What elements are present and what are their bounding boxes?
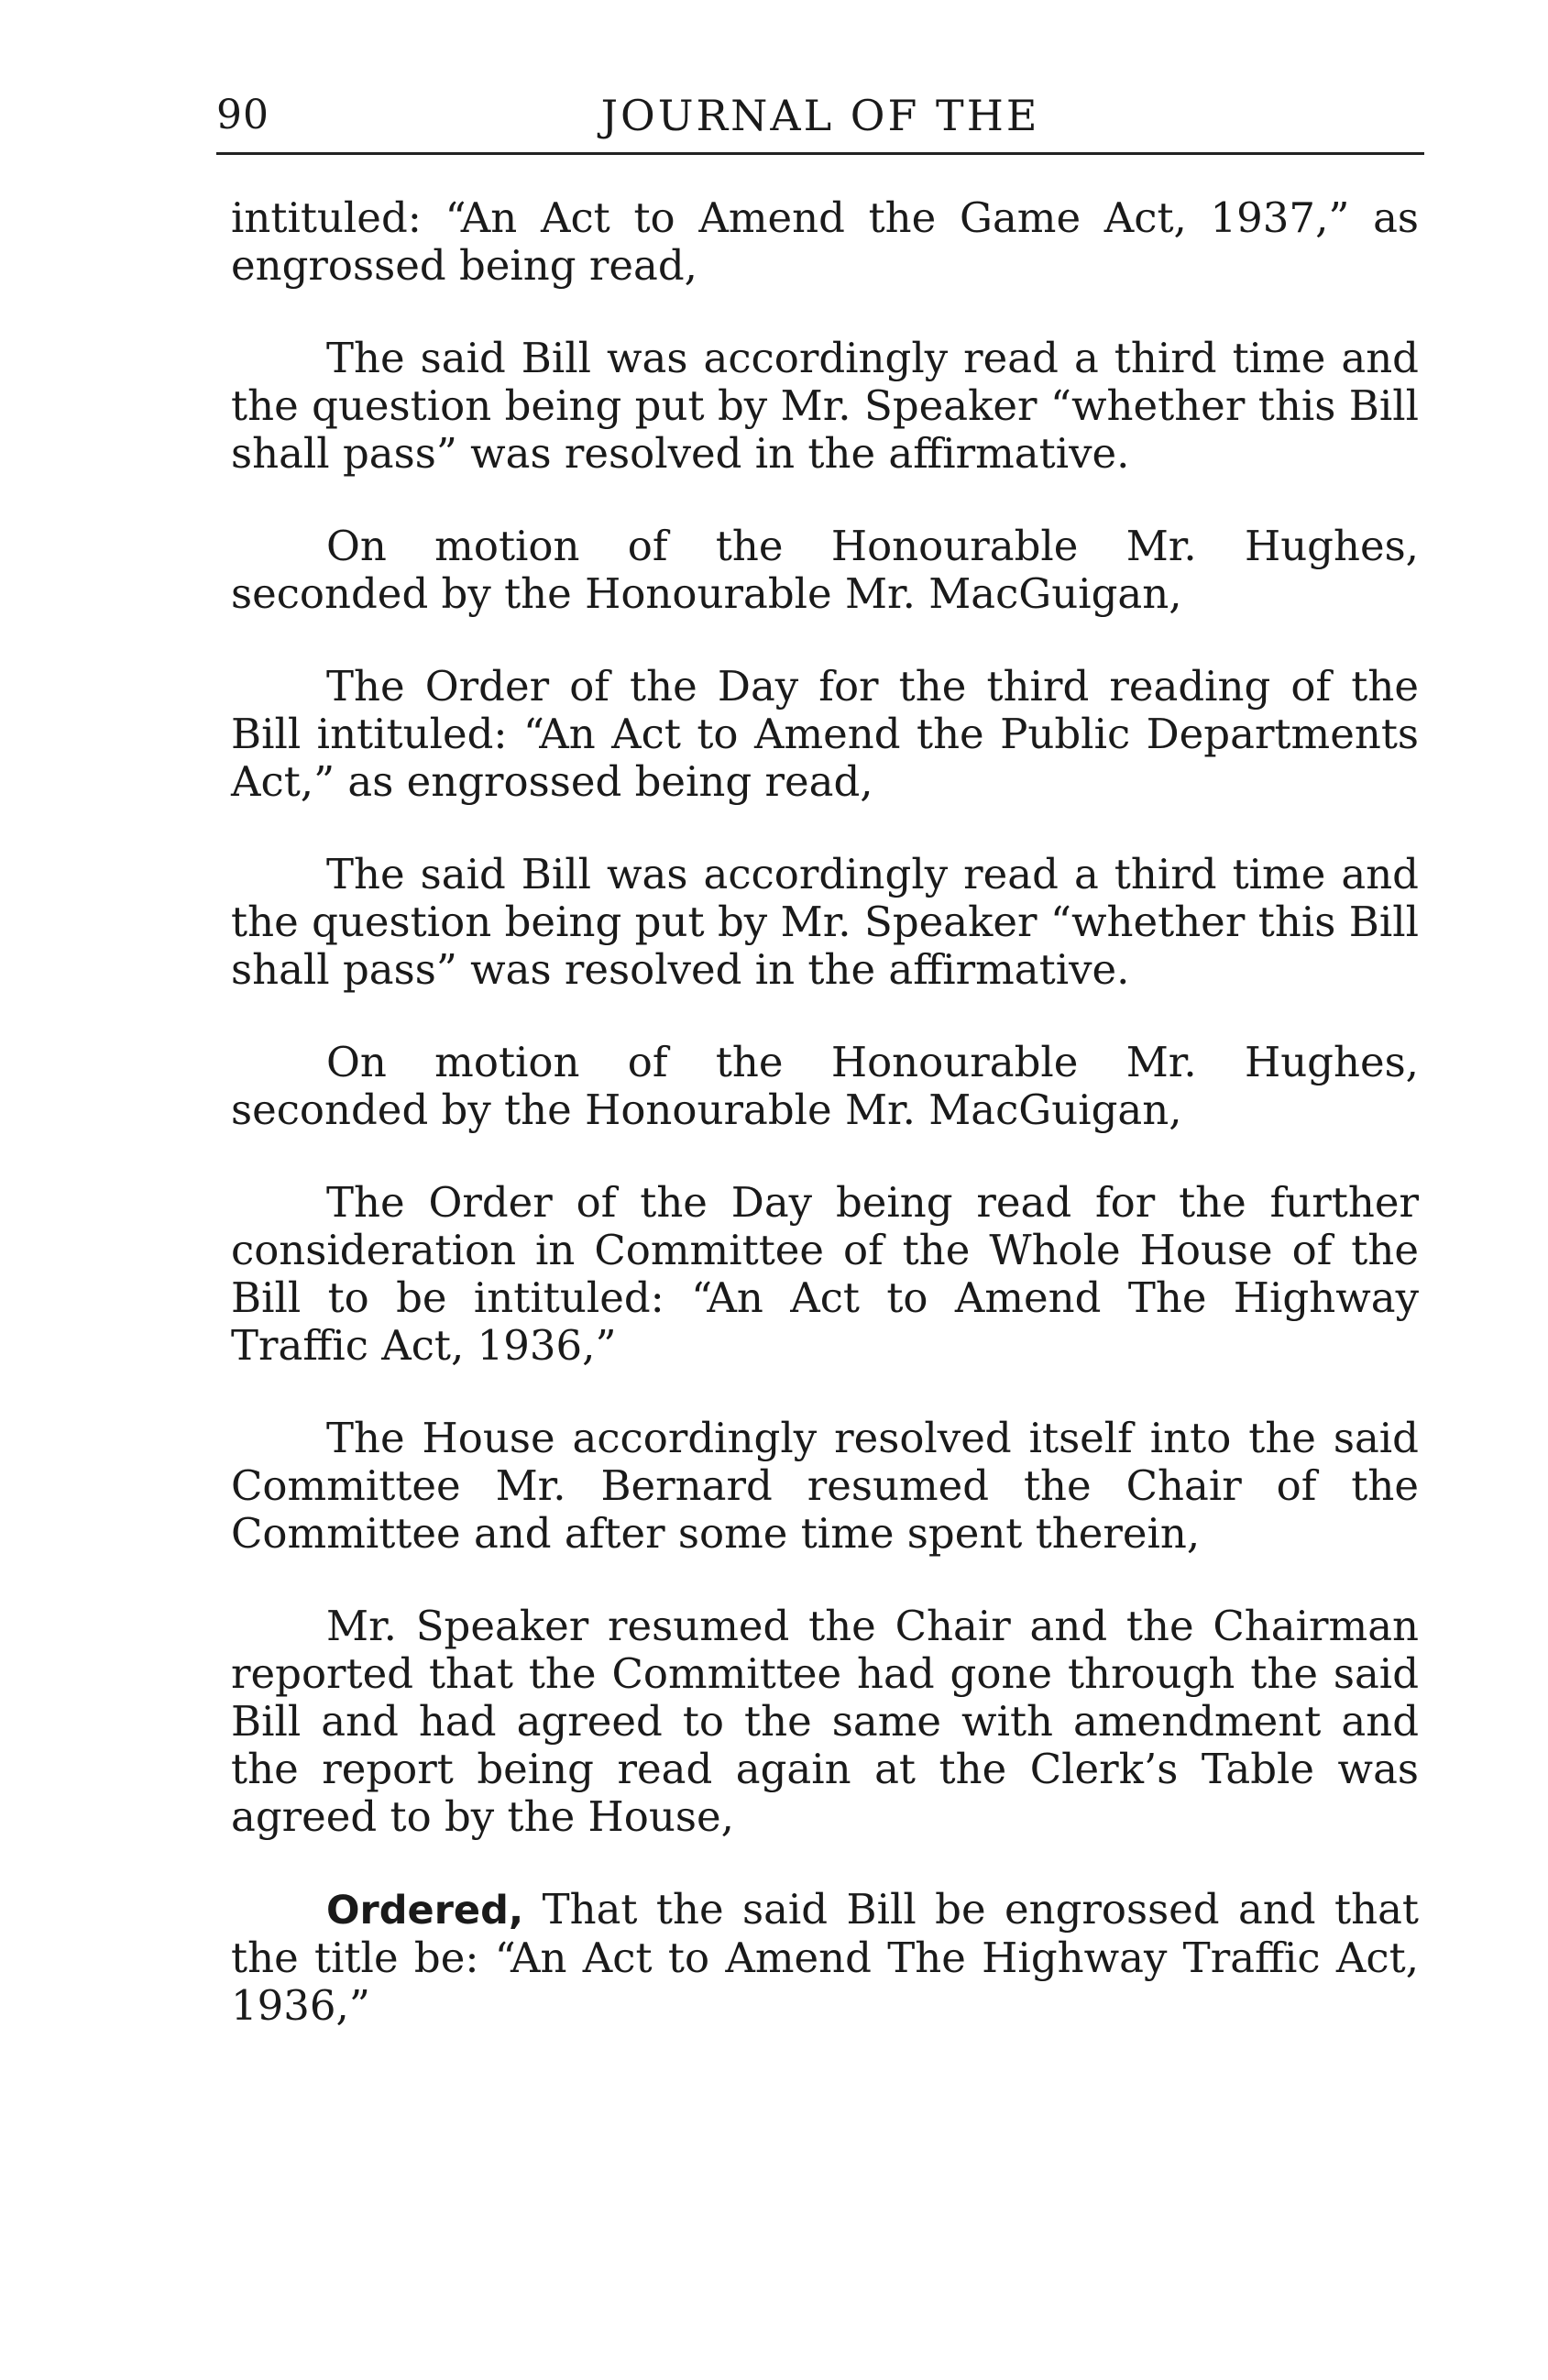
paragraph: The said Bill was accordingly read a third time and the question being put by Mr. Speaker “whether this Bill shall pass” was resolved in the affirmative.: [231, 334, 1419, 478]
paragraph: On motion of the Honourable Mr. Hughes, seconded by the Honourable Mr. MacGuigan,: [231, 1038, 1419, 1134]
running-head: JOURNAL OF THE: [600, 91, 1040, 140]
journal-body: [231, 194, 1419, 2030]
paragraph: The Order of the Day being read for the further consideration in Committee of the Whole House of the Bill to be intituled: “An Act to Amend The Highway Traffic Act, 1936,”: [231, 1178, 1419, 1370]
paragraph: On motion of the Honourable Mr. Hughes, seconded by the Honourable Mr. MacGuigan,: [231, 522, 1419, 618]
ordered-text: That the said Bill be engrossed and that the title be: “An Act to Amend The Highway Traffic Act, 1936,”: [231, 1885, 1419, 2030]
page-number: 90: [216, 92, 269, 138]
ordered-paragraph: [231, 1886, 1419, 2030]
ordered-lead: Ordered,: [326, 1888, 524, 1934]
page-header: [216, 88, 1424, 155]
paragraph: The House accordingly resolved itself into the said Committee Mr. Bernard resumed the Chair of the Committee and after some time spent therein,: [231, 1414, 1419, 1558]
paragraph: The Order of the Day for the third reading of the Bill intituled: “An Act to Amend the Public Departments Act,” as engrossed being read,: [231, 662, 1419, 806]
paragraph: intituled: “An Act to Amend the Game Act, 1937,” as engrossed being read,: [231, 193, 1419, 290]
paragraph: The said Bill was accordingly read a third time and the question being put by Mr. Speaker “whether this Bill shall pass” was resolved in the affirmative.: [231, 850, 1419, 994]
paragraph: Mr. Speaker resumed the Chair and the Chairman reported that the Committee had gone through the said Bill and had agreed to the same with amendment and the report being read again at the Clerk’s Table was agreed to by the House,: [231, 1602, 1419, 1841]
